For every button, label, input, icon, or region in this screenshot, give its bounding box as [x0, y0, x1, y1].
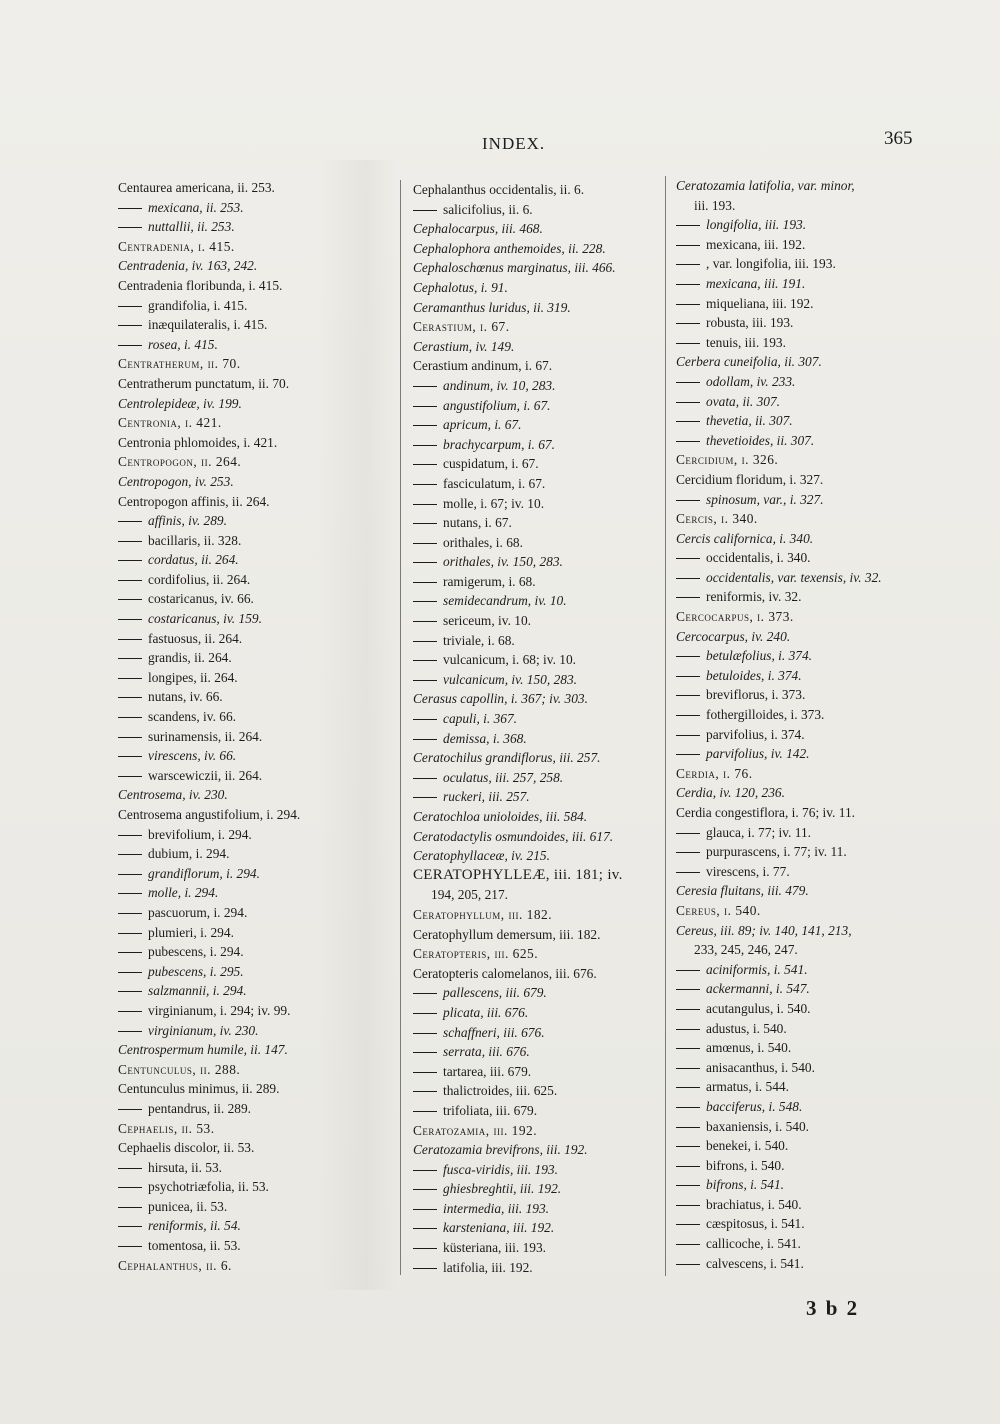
index-column-1	[118, 178, 356, 1275]
index-subentry: serrata, iii. 676.	[413, 1042, 675, 1062]
index-subentry: oculatus, iii. 257, 258.	[413, 768, 675, 788]
index-subentry: fusca-viridis, iii. 193.	[413, 1160, 675, 1180]
index-subentry: mexicana, ii. 253.	[118, 198, 356, 218]
index-subentry: calvescens, i. 541.	[676, 1254, 946, 1274]
index-entry: Ceratozamia latifolia, var. minor,	[676, 178, 855, 193]
index-entry: Ceratophyllum, iii. 182.	[413, 906, 553, 922]
index-subentry: reniformis, ii. 54.	[118, 1216, 356, 1236]
index-subentry: cæspitosus, i. 541.	[676, 1214, 946, 1234]
signature-mark: 3 b 2	[806, 1296, 860, 1320]
index-subentry: betuloides, i. 374.	[676, 666, 946, 686]
index-column-3	[665, 176, 946, 1276]
index-entry: Cephalophora anthemoides, ii. 228.	[413, 240, 606, 256]
index-entry: Centrosema angustifolium, i. 294.	[118, 807, 301, 822]
index-subentry: pentandrus, ii. 289.	[118, 1099, 356, 1119]
index-subentry: salzmannii, i. 294.	[118, 981, 356, 1001]
index-entry: Cephaloschœnus marginatus, iii. 466.	[413, 260, 616, 276]
index-subentry: triviale, i. 68.	[413, 631, 675, 651]
index-subentry: ghiesbreghtii, iii. 192.	[413, 1179, 675, 1199]
index-subentry: breviflorus, i. 373.	[676, 685, 946, 705]
index-entry: Ceratophyllum demersum, iii. 182.	[413, 926, 601, 942]
index-entry: Cercidium floridum, i. 327.	[676, 471, 824, 487]
index-entry: Cercocarpus, iv. 240.	[676, 628, 791, 644]
index-subentry: psychotriæfolia, ii. 53.	[118, 1177, 356, 1197]
index-subentry: virescens, i. 77.	[676, 862, 946, 882]
index-subentry: hirsuta, ii. 53.	[118, 1158, 356, 1178]
index-entry: Cereus, i. 540.	[676, 902, 761, 918]
index-subentry: andinum, iv. 10, 283.	[413, 376, 675, 396]
index-subentry: purpurascens, i. 77; iv. 11.	[676, 842, 946, 862]
index-subentry: bifrons, i. 540.	[676, 1156, 946, 1176]
index-entry: Centradenia, i. 415.	[118, 238, 235, 254]
index-entry: Centradenia, iv. 163, 242.	[118, 258, 258, 274]
index-subentry: longipes, ii. 264.	[118, 668, 356, 688]
index-subentry: betulæfolius, i. 374.	[676, 646, 946, 666]
index-subentry: pascuorum, i. 294.	[118, 903, 356, 923]
index-subentry: vulcanicum, i. 68; iv. 10.	[413, 650, 675, 670]
index-subentry: ruckeri, iii. 257.	[413, 787, 675, 807]
index-entry: Cercis, i. 340.	[676, 511, 758, 527]
index-subentry: cordifolius, ii. 264.	[118, 570, 356, 590]
index-subentry: brachycarpum, i. 67.	[413, 435, 675, 455]
index-subentry: longifolia, iii. 193.	[676, 215, 946, 235]
index-subentry: mexicana, iii. 191.	[676, 274, 946, 294]
index-entry: Centronia phlomoides, i. 421.	[118, 434, 278, 450]
index-subentry: spinosum, var., i. 327.	[676, 490, 946, 510]
index-subentry: warscewiczii, ii. 264.	[118, 766, 356, 786]
index-entry: Centrolepideæ, iv. 199.	[118, 395, 242, 411]
index-subentry: pubescens, i. 294.	[118, 942, 356, 962]
index-subentry: latifolia, iii. 192.	[413, 1258, 675, 1278]
index-entry: Ceramanthus luridus, ii. 319.	[413, 299, 571, 315]
index-entry: Ceratopteris calomelanos, iii. 676.	[413, 965, 597, 981]
index-subentry: vulcanicum, iv. 150, 283.	[413, 670, 675, 690]
index-subentry: apricum, i. 67.	[413, 415, 675, 435]
index-entry: Cerbera cuneifolia, ii. 307.	[676, 354, 822, 370]
index-entry: Cerdia congestiflora, i. 76; iv. 11.	[676, 805, 855, 820]
index-subentry: parvifolius, iv. 142.	[676, 744, 946, 764]
index-subentry: adustus, i. 540.	[676, 1019, 946, 1039]
index-subentry: armatus, i. 544.	[676, 1077, 946, 1097]
index-subentry: orithales, iv. 150, 283.	[413, 552, 675, 572]
index-subentry: virginianum, iv. 230.	[118, 1021, 356, 1041]
index-subentry: bacillaris, ii. 328.	[118, 531, 356, 551]
index-entry: Cercis californica, i. 340.	[676, 530, 814, 546]
index-subentry: callicoche, i. 541.	[676, 1234, 946, 1254]
index-subentry: anisacanthus, i. 540.	[676, 1058, 946, 1078]
index-subentry: pubescens, i. 295.	[118, 962, 356, 982]
index-subentry: fothergilloides, i. 373.	[676, 705, 946, 725]
index-entry: Cephaelis, ii. 53.	[118, 1120, 215, 1136]
index-entry: Centratherum punctatum, ii. 70.	[118, 375, 290, 391]
index-subentry: thalictroides, iii. 625.	[413, 1081, 675, 1101]
index-subentry: angustifolium, i. 67.	[413, 396, 675, 416]
running-head: INDEX.	[482, 134, 546, 153]
index-subentry: inæquilateralis, i. 415.	[118, 315, 356, 335]
index-entry: 233, 245, 246, 247.	[694, 942, 798, 958]
index-entry: Cercidium, i. 326.	[676, 452, 779, 468]
index-subentry: costaricanus, iv. 159.	[118, 609, 356, 629]
index-entry: Cephalanthus occidentalis, ii. 6.	[413, 182, 585, 197]
index-entry: Centrosema, iv. 230.	[118, 787, 228, 803]
index-subentry: dubium, i. 294.	[118, 844, 356, 864]
index-entry: Ceratophyllaceæ, iv. 215.	[413, 848, 550, 864]
index-entry: iii. 193.	[694, 197, 736, 213]
index-entry: Ceratozamia brevifrons, iii. 192.	[413, 1142, 588, 1158]
index-entry: Cercocarpus, i. 373.	[676, 609, 794, 625]
index-subentry: scandens, iv. 66.	[118, 707, 356, 727]
index-subentry: grandis, ii. 264.	[118, 648, 356, 668]
index-subentry: cuspidatum, i. 67.	[413, 454, 675, 474]
index-subentry: costaricanus, iv. 66.	[118, 589, 356, 609]
index-subentry: rosea, i. 415.	[118, 335, 356, 355]
index-subentry: ovata, ii. 307.	[676, 392, 946, 412]
index-subentry: intermedia, iii. 193.	[413, 1199, 675, 1219]
index-subentry: ackermanni, i. 547.	[676, 979, 946, 999]
index-subentry: tomentosa, ii. 53.	[118, 1236, 356, 1256]
index-entry: Centrospermum humile, ii. 147.	[118, 1042, 288, 1058]
index-subentry: karsteniana, iii. 192.	[413, 1218, 675, 1238]
index-subentry: nutans, i. 67.	[413, 513, 675, 533]
index-subentry: parvifolius, i. 374.	[676, 725, 946, 745]
index-entry: Cephalanthus, ii. 6.	[118, 1257, 232, 1273]
index-entry: Cerastium, i. 67.	[413, 319, 510, 335]
index-entry: Cereus, iii. 89; iv. 140, 141, 213,	[676, 922, 852, 938]
index-subentry: pallescens, iii. 679.	[413, 983, 675, 1003]
index-subentry: capuli, i. 367.	[413, 709, 675, 729]
index-entry: Cerastium andinum, i. 67.	[413, 358, 553, 374]
index-subentry: sericeum, iv. 10.	[413, 611, 675, 631]
index-subentry: benekei, i. 540.	[676, 1136, 946, 1156]
index-subentry: demissa, i. 368.	[413, 729, 675, 749]
index-subentry: amœnus, i. 540.	[676, 1038, 946, 1058]
index-entry: 194, 205, 217.	[431, 887, 508, 903]
index-entry: Centronia, i. 421.	[118, 415, 222, 431]
page-number: 365	[884, 128, 913, 149]
index-subentry: reniformis, iv. 32.	[676, 587, 946, 607]
index-subentry: plumieri, i. 294.	[118, 923, 356, 943]
index-entry: Centunculus, ii. 288.	[118, 1061, 241, 1077]
index-subentry: nutans, iv. 66.	[118, 687, 356, 707]
index-subentry: punicea, ii. 53.	[118, 1197, 356, 1217]
index-entry: Ceratodactylis osmundoides, iii. 617.	[413, 828, 614, 844]
index-subentry: surinamensis, ii. 264.	[118, 727, 356, 747]
index-subentry: salicifolius, ii. 6.	[413, 200, 675, 220]
index-subentry: cordatus, ii. 264.	[118, 550, 356, 570]
index-entry: Cerasus capollin, i. 367; iv. 303.	[413, 691, 588, 707]
index-subentry: baxaniensis, i. 540.	[676, 1117, 946, 1137]
index-subentry: mexicana, iii. 192.	[676, 235, 946, 255]
index-subentry: glauca, i. 77; iv. 11.	[676, 823, 946, 843]
index-entry: Cephalocarpus, iii. 468.	[413, 221, 543, 237]
index-subentry: miqueliana, iii. 192.	[676, 294, 946, 314]
index-column-2	[400, 180, 675, 1275]
index-entry: Ceratochilus grandiflorus, iii. 257.	[413, 750, 601, 766]
index-subentry: brachiatus, i. 540.	[676, 1195, 946, 1215]
index-entry: Ceratozamia, iii. 192.	[413, 1122, 538, 1138]
index-entry: Centropogon, ii. 264.	[118, 454, 242, 470]
index-subentry: virescens, iv. 66.	[118, 746, 356, 766]
index-subentry: brevifolium, i. 294.	[118, 825, 356, 845]
index-entry: Cerastium, iv. 149.	[413, 338, 515, 354]
index-subentry: , var. longifolia, iii. 193.	[676, 254, 946, 274]
index-entry: Cerdia, iv. 120, 236.	[676, 785, 785, 801]
index-subentry: orithales, i. 68.	[413, 533, 675, 553]
index-subentry: grandiflorum, i. 294.	[118, 864, 356, 884]
index-subentry: tartarea, iii. 679.	[413, 1062, 675, 1082]
index-subentry: robusta, iii. 193.	[676, 313, 946, 333]
index-subentry: virginianum, i. 294; iv. 99.	[118, 1001, 356, 1021]
index-subentry: nuttallii, ii. 253.	[118, 217, 356, 237]
index-entry: Ceratochloa unioloides, iii. 584.	[413, 809, 588, 824]
index-entry: Centratherum, ii. 70.	[118, 356, 241, 372]
index-entry: Cephalotus, i. 91.	[413, 279, 508, 295]
index-subentry: grandifolia, i. 415.	[118, 296, 356, 316]
index-entry: CERATOPHYLLEÆ, iii. 181; iv.	[413, 866, 623, 883]
index-subentry: acutangulus, i. 540.	[676, 999, 946, 1019]
index-entry: Centradenia floribunda, i. 415.	[118, 277, 283, 293]
index-subentry: occidentalis, i. 340.	[676, 548, 946, 568]
index-subentry: plicata, iii. 676.	[413, 1003, 675, 1023]
index-subentry: schaffneri, iii. 676.	[413, 1023, 675, 1043]
index-subentry: odollam, iv. 233.	[676, 372, 946, 392]
index-subentry: ramigerum, i. 68.	[413, 572, 675, 592]
index-subentry: tenuis, iii. 193.	[676, 333, 946, 353]
index-subentry: thevetioides, ii. 307.	[676, 431, 946, 451]
index-entry: Cerdia, i. 76.	[676, 765, 753, 781]
index-entry: Cephaelis discolor, ii. 53.	[118, 1140, 255, 1156]
index-subentry: thevetia, ii. 307.	[676, 411, 946, 431]
index-entry: Centropogon affinis, ii. 264.	[118, 493, 270, 509]
index-subentry: molle, i. 294.	[118, 883, 356, 903]
index-subentry: bifrons, i. 541.	[676, 1175, 946, 1195]
index-entry: Centunculus minimus, ii. 289.	[118, 1081, 280, 1097]
index-subentry: semidecandrum, iv. 10.	[413, 591, 675, 611]
index-subentry: affinis, iv. 289.	[118, 511, 356, 531]
index-entry: Centropogon, iv. 253.	[118, 473, 234, 489]
index-subentry: küsteriana, iii. 193.	[413, 1238, 675, 1258]
index-subentry: fastuosus, ii. 264.	[118, 629, 356, 649]
index-entry: Ceresia fluitans, iii. 479.	[676, 883, 809, 899]
index-subentry: occidentalis, var. texensis, iv. 32.	[676, 568, 946, 588]
index-subentry: fasciculatum, i. 67.	[413, 474, 675, 494]
index-entry: Ceratopteris, iii. 625.	[413, 946, 539, 962]
index-subentry: bacciferus, i. 548.	[676, 1097, 946, 1117]
index-subentry: molle, i. 67; iv. 10.	[413, 494, 675, 514]
index-subentry: trifoliata, iii. 679.	[413, 1101, 675, 1121]
index-entry: Centaurea americana, ii. 253.	[118, 180, 275, 195]
index-subentry: aciniformis, i. 541.	[676, 960, 946, 980]
